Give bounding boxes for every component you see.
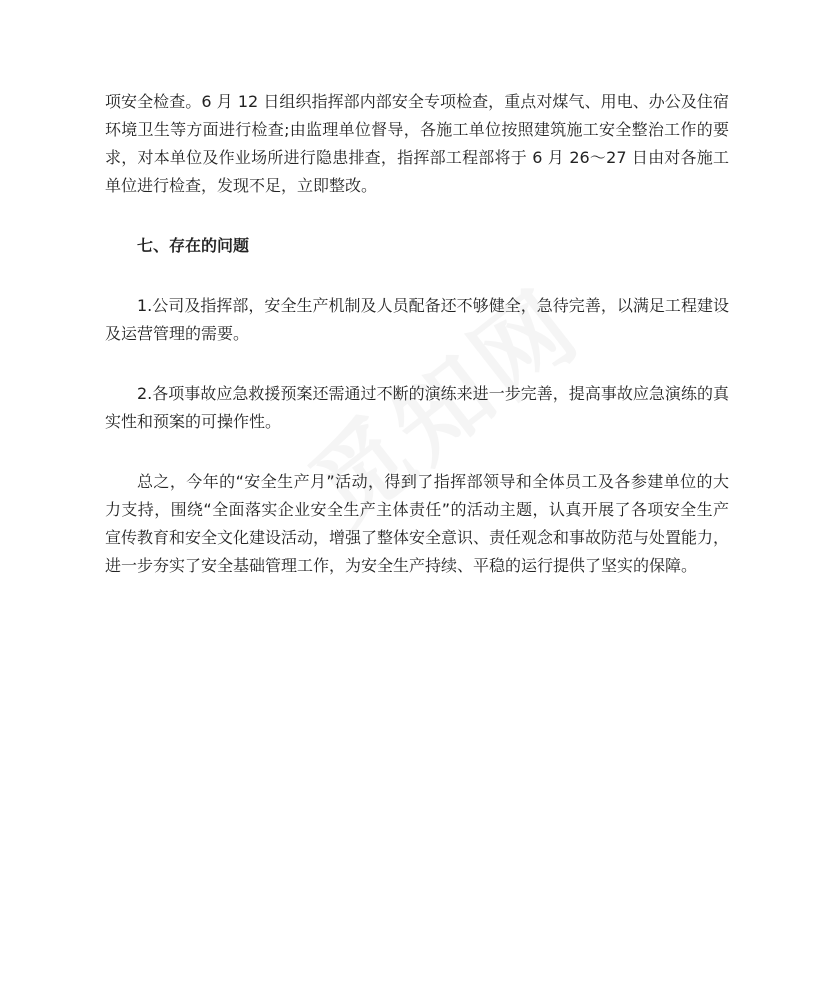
- issue-item-2: 2.各项事故应急救援预案还需通过不断的演练来进一步完善，提高事故应急演练的真实性和预案的可操作性。: [105, 384, 729, 431]
- section-heading-issues: 七、存在的问题: [137, 236, 250, 255]
- paragraph-safety-inspection: 项安全检查。6 月 12 日组织指挥部内部安全专项检查，重点对煤气、用电、办公及住宿环境卫生等方面进行检查;由监理单位督导，各施工单位按照建筑施工安全整治工作的要求，对本单位及作业场所进行隐患排查，指挥部工程部将于 6 月 26～27 日由对各施工单位进行检查，发现不足，立即整改。: [105, 92, 729, 195]
- document-body: [105, 88, 729, 580]
- summary-paragraph: 总之，今年的“安全生产月”活动，得到了指挥部领导和全体员工及各参建单位的大力支持，围绕“全面落实企业安全生产主体责任”的活动主题，认真开展了各项安全生产宣传教育和安全文化建设活动，增强了整体安全意识、责任观念和事故防范与处置能力，进一步夯实了安全基础管理工作，为安全生产持续、平稳的运行提供了坚实的保障。: [105, 472, 730, 575]
- issue-item-1: 1.公司及指挥部，安全生产机制及人员配备还不够健全，急待完善，以满足工程建设及运营管理的需要。: [105, 296, 729, 343]
